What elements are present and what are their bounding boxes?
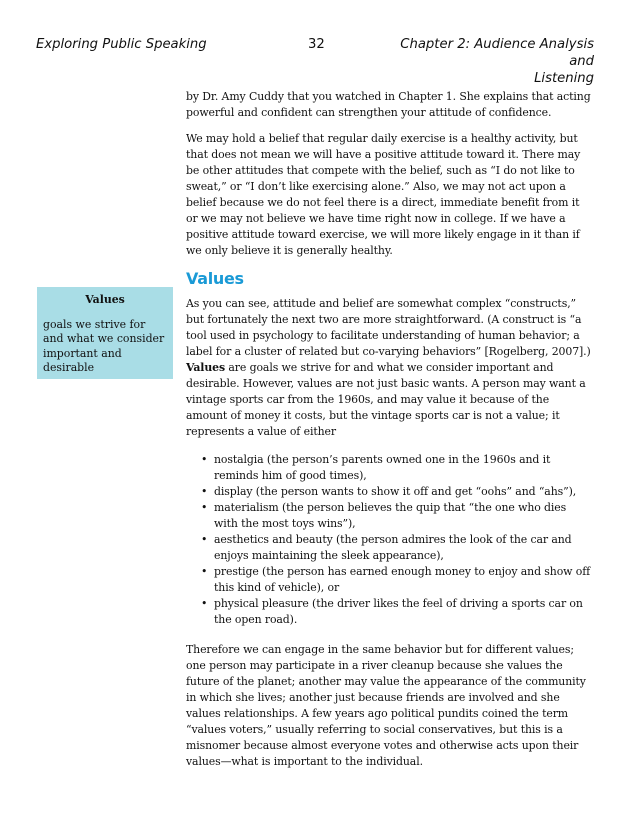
list-item: [201, 484, 591, 500]
chapter-title-line1: Chapter 2: Audience Analysis and: [400, 37, 594, 69]
sidebar-definition: goals we strive for and what we consider important and desirable: [43, 317, 165, 374]
paragraph-1: by Dr. Amy Cuddy that you watched in Chapter 1. She explains that acting powerful and confident can strengthen your attitude of confidence.: [186, 90, 591, 119]
section-heading-values: Values: [186, 269, 244, 288]
chapter-title: [394, 36, 594, 87]
book-title: Exploring Public Speaking: [36, 37, 207, 52]
list-item: [201, 596, 591, 628]
bullet-icon: •: [201, 453, 208, 466]
list-item: [201, 500, 591, 532]
key-term-values: Values: [186, 361, 226, 374]
bullet-icon: •: [201, 501, 208, 514]
paragraph-4: Therefore we can engage in the same behavior but for different values; one person may participate in a river cleanup because she values the future of the planet; another may value the appearance of the community in which she lives; another just because friends are involved and she values relationships. A few years ago political pundits coined the term “values voters,” usually referring to social conservatives, but this is a misnomer because almost everyone votes and otherwise acts upon their values—what is important to the individual.: [186, 643, 586, 768]
list-item-text: display (the person wants to show it off and get “oohs” and “ahs”),: [214, 485, 577, 498]
paragraph-2: We may hold a belief that regular daily exercise is a healthy activity, but that does not mean we will have a positive attitude toward it. There may be other attitudes that compete with the belief, such as “I do not like to sweat,” or “I don’t like exercising alone.” Also, we may not act upon a belief because we do not feel there is a direct, immediate benefit from it or we may not believe we have time right now in college. If we have a positive attitude toward exercise, we will more likely engage in it than if we only believe it is generally healthy.: [186, 132, 581, 257]
page-number: 32: [308, 37, 325, 52]
bullet-icon: •: [201, 485, 208, 498]
main-text-column: [186, 89, 591, 780]
list-item-text: prestige (the person has earned enough money to enjoy and show off this kind of vehicle), or: [214, 565, 591, 594]
values-list: [186, 452, 591, 628]
paragraph-3-start: As you can see, attitude and belief are somewhat complex “constructs,” but fortunately the next two are more straightforward. (A construct is “a tool used in psychology to facilitate understanding of human behavior; a label for a cluster of related but co-varying behaviors” [Rogelberg, 2007].): [186, 297, 591, 358]
list-item-text: materialism (the person believes the quip that “the one who dies with the most toys wins”),: [214, 501, 567, 530]
bullet-icon: •: [201, 533, 208, 546]
page-header: [36, 36, 594, 86]
bullet-icon: •: [201, 597, 208, 610]
paragraph-3-rest: are goals we strive for and what we consider important and desirable. However, values are not just basic wants. A person may want a vintage sports car from the 1960s, and may value it because of the amount of money it costs, but the vintage sports car is not a value; it represents a value of either: [186, 361, 586, 438]
list-item-text: aesthetics and beauty (the person admires the look of the car and enjoys maintaining the sleek appearance),: [214, 533, 572, 562]
paragraph-3: [186, 296, 591, 440]
list-item: [201, 532, 591, 564]
list-item: [201, 564, 591, 596]
bullet-icon: •: [201, 565, 208, 578]
definition-sidebar: [37, 287, 173, 379]
list-item-text: physical pleasure (the driver likes the feel of driving a sports car on the open road).: [214, 597, 583, 626]
list-item-text: nostalgia (the person’s parents owned one in the 1960s and it reminds him of good times),: [214, 453, 551, 482]
list-item: [201, 452, 591, 484]
chapter-title-line2: Listening: [534, 71, 594, 86]
sidebar-term: Values: [85, 293, 125, 306]
